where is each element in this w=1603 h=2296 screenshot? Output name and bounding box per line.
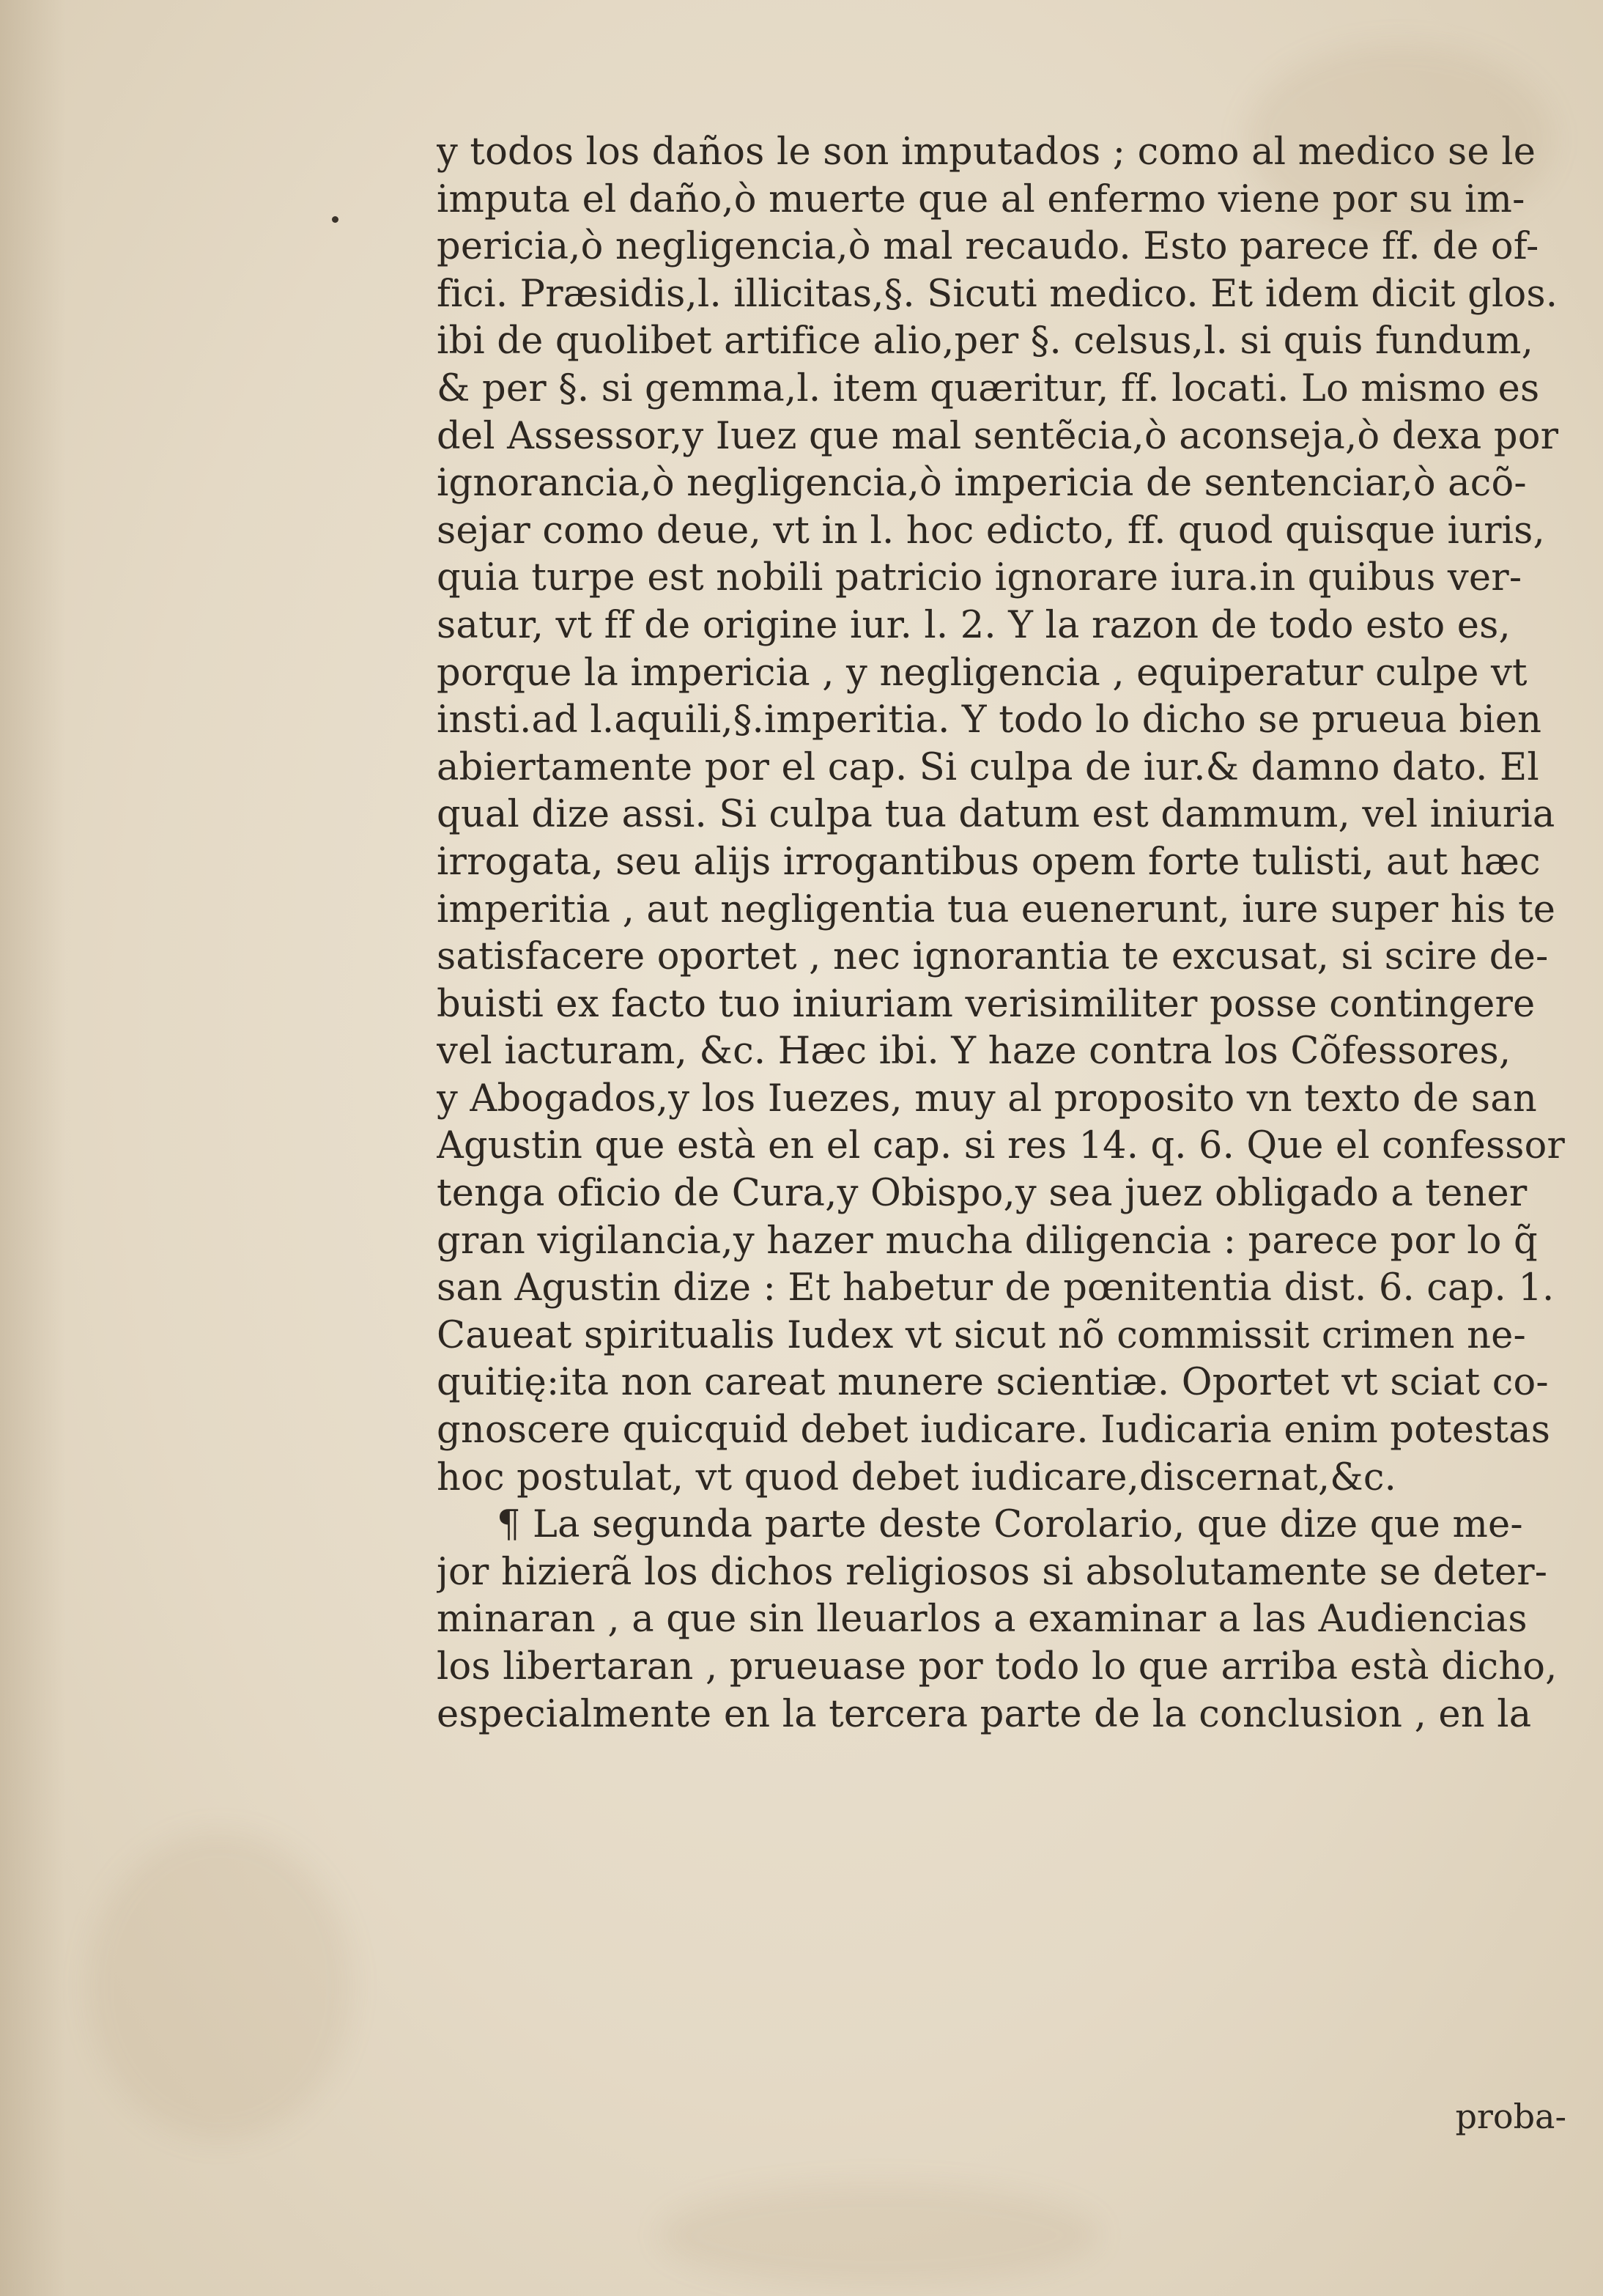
text-line: Caueat spiritualis Iudex vt sicut nõ commissit crimen ne-: [437, 1313, 1526, 1357]
text-line: del Assessor,y Iuez que mal sentẽcia,ò aconseja,ò dexa por: [437, 414, 1559, 458]
paper-stain: [88, 1832, 352, 2140]
text-line: ignorancia,ò negligencia,ò impericia de sentenciar,ò acõ-: [437, 462, 1527, 506]
text-line: quia turpe est nobili patricio ignorare iura.in quibus ver-: [437, 556, 1522, 600]
margin-mark: [332, 216, 338, 223]
text-line: y Abogados,y los Iuezes, muy al proposito vn texto de san: [437, 1077, 1537, 1121]
text-line: imputa el daño,ò muerte que al enfermo viene por su im-: [437, 177, 1525, 221]
text-line: hoc postulat, vt quod debet iudicare,discernat,&c.: [437, 1455, 1397, 1499]
text-line: jor hizierã los dichos religiosos si absolutamente se deter-: [437, 1550, 1548, 1594]
gutter-shadow: [0, 0, 66, 2296]
text-line: tenga oficio de Cura,y Obispo,y sea juez obligado a tener: [437, 1172, 1528, 1216]
text-line: satur, vt ff de origine iur. l. 2. Y la razon de todo esto es,: [437, 603, 1511, 647]
text-line: & per §. si gemma,l. item quæritur, ff. locati. Lo mismo es: [437, 366, 1540, 410]
text-line: especialmente en la tercera parte de la conclusion , en la: [437, 1692, 1532, 1736]
text-line: insti.ad l.aquili,§.imperitia. Y todo lo dicho se prueua bien: [437, 698, 1542, 742]
text-line: irrogata, seu alijs irrogantibus opem forte tulisti, aut hæc: [437, 840, 1541, 884]
text-line: san Agustin dize : Et habetur de pœnitentia dist. 6. cap. 1.: [437, 1266, 1555, 1310]
text-line: gnoscere quicquid debet iudicare. Iudicaria enim potestas: [437, 1409, 1551, 1452]
text-line: sejar como deue, vt in l. hoc edicto, ff. quod quisque iuris,: [437, 509, 1545, 553]
text-line: ibi de quolibet artifice alio,per §. celsus,l. si quis fundum,: [437, 320, 1534, 363]
text-line: vel iacturam, &c. Hæc ibi. Y haze contra los Cõfessores,: [437, 1030, 1511, 1074]
text-line: buisti ex facto tuo iniuriam verisimiliter posse contingere: [437, 982, 1536, 1026]
text-line: abiertamente por el cap. Si culpa de iur.& damno dato. El: [437, 745, 1539, 789]
text-line: porque la impericia , y negligencia , equiperatur culpe vt: [437, 651, 1528, 695]
paper-stain: [659, 2184, 1099, 2286]
text-line: imperitia , aut negligentia tua euenerunt, iure super his te: [437, 887, 1556, 931]
text-line: gran vigilancia,y hazer mucha diligencia : parece por lo q̃: [437, 1219, 1538, 1263]
text-line: pericia,ò negligencia,ò mal recaudo. Esto parece ff. de of-: [437, 225, 1539, 269]
catchword: proba-: [1455, 2097, 1566, 2136]
text-line: Agustin que està en el cap. si res 14. q. 6. Que el confessor: [437, 1124, 1565, 1168]
text-line: minaran , a que sin lleuarlos a examinar a las Audiencias: [437, 1598, 1528, 1642]
paragraph-start-line: ¶ La segunda parte deste Corolario, que dize que me-: [497, 1503, 1523, 1547]
text-line: y todos los daños le son imputados ; como al medico se le: [437, 130, 1536, 174]
text-line: fici. Præsidis,l. illicitas,§. Sicuti medico. Et idem dicit glos.: [437, 272, 1558, 316]
text-line: satisfacere oportet , nec ignorantia te excusat, si scire de-: [437, 935, 1549, 979]
text-line: qual dize assi. Si culpa tua datum est dammum, vel iniuria: [437, 793, 1555, 837]
text-line: quitię:ita non careat munere scientiæ. Oportet vt sciat co-: [437, 1361, 1549, 1405]
body-text: [437, 129, 1565, 1738]
text-line: los libertaran , prueuase por todo lo que arriba està dicho,: [437, 1645, 1558, 1688]
